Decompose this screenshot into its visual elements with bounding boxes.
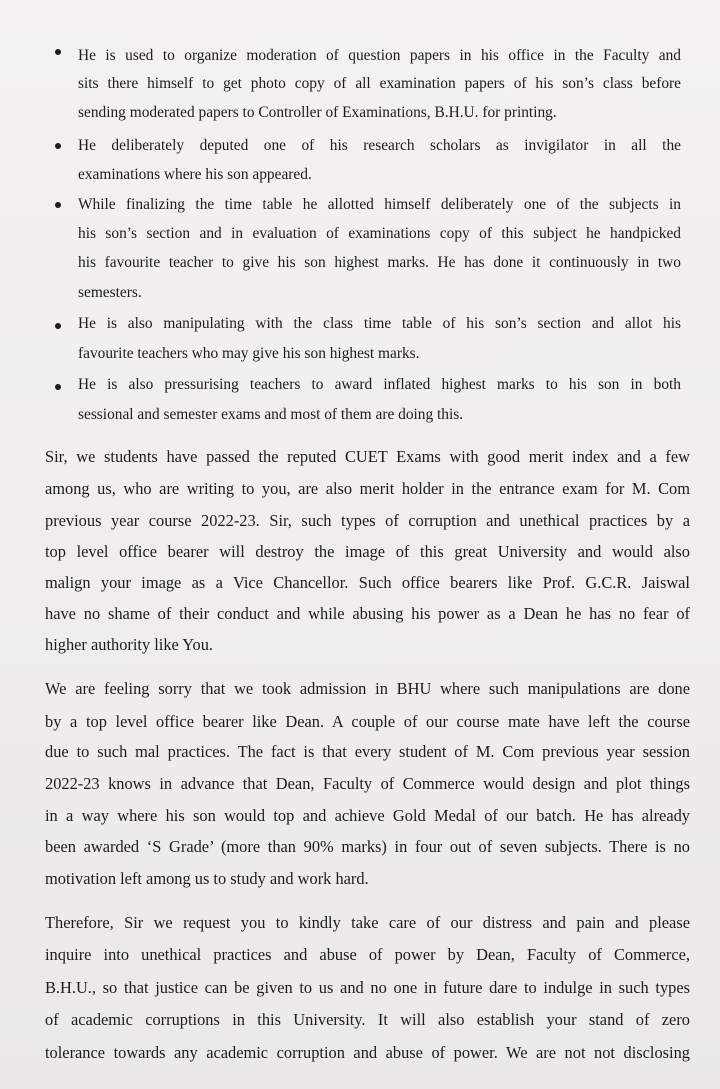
text-line: While finalizing the time table he allotted himself deliberately one of the subjects in [78,196,681,213]
text-line: sending moderated papers to Controller of Examinations, B.H.U. for printing. [78,104,557,121]
bullet-point-icon [55,143,61,149]
text-line: examinations where his son appeared. [78,166,312,183]
text-line: malign your image as a Vice Chancellor. Such office bearers like Prof. G.C.R. Jaiswal [45,573,690,592]
bullet-point-icon [55,384,61,390]
text-line: He deliberately deputed one of his research scholars as invigilator in all the [78,137,681,154]
text-line: have no shame of their conduct and while abusing his power as a Dean he has no fear of [45,604,690,623]
text-line: 2022-23 knows in advance that Dean, Faculty of Commerce would design and plot things [45,774,690,793]
text-line: of academic corruptions in this University. It will also establish your stand of zero [45,1010,690,1029]
text-line: Therefore, Sir we request you to kindly take care of our distress and pain and please [45,913,690,932]
text-line: Sir, we students have passed the reputed CUET Exams with good merit index and a few [45,447,690,466]
text-line: B.H.U., so that justice can be given to us and no one in future dare to indulge in such types [45,978,690,997]
bullet-point-icon [55,323,61,329]
text-line: He is also pressurising teachers to award inflated highest marks to his son in both [78,376,681,393]
text-line: in a way where his son would top and achieve Gold Medal of our batch. He has already [45,806,690,825]
text-line: his son’s section and in evaluation of examinations copy of this subject he handpicked [78,225,681,242]
text-line: semesters. [78,284,142,301]
text-line: sits there himself to get photo copy of all examination papers of his son’s class before [78,75,681,92]
text-line: He is used to organize moderation of question papers in his office in the Faculty and [78,47,681,64]
bullet-point-icon [55,202,61,208]
text-line: due to such mal practices. The fact is that every student of M. Com previous year session [45,742,690,761]
text-line: his favourite teacher to give his son highest marks. He has done it continuously in two [78,254,681,271]
text-line: sessional and semester exams and most of them are doing this. [78,406,464,423]
text-line: tolerance towards any academic corruption and abuse of power. We are not not disclosing [45,1043,690,1062]
text-line: inquire into unethical practices and abuse of power by Dean, Faculty of Commerce, [45,945,690,964]
text-line: previous year course 2022-23. Sir, such types of corruption and unethical practices by a [45,511,690,530]
bullet-list [0,0,720,440]
text-line: among us, who are writing to you, are also merit holder in the entrance exam for M. Com [45,479,690,498]
bullet-point-icon [55,49,61,55]
text-line: We are feeling sorry that we took admission in BHU where such manipulations are done [45,679,690,698]
text-line: by a top level office bearer like Dean. A couple of our course mate have left the course [45,712,690,731]
text-line: higher authority like You. [45,635,213,654]
text-line: motivation left among us to study and work hard. [45,869,369,888]
text-line: He is also manipulating with the class time table of his son’s section and allot his [78,315,681,332]
text-line: favourite teachers who may give his son highest marks. [78,345,420,362]
text-line: top level office bearer will destroy the image of this great University and would also [45,542,690,561]
text-line: been awarded ‘S Grade’ (more than 90% marks) in four out of seven subjects. There is no [45,837,690,856]
